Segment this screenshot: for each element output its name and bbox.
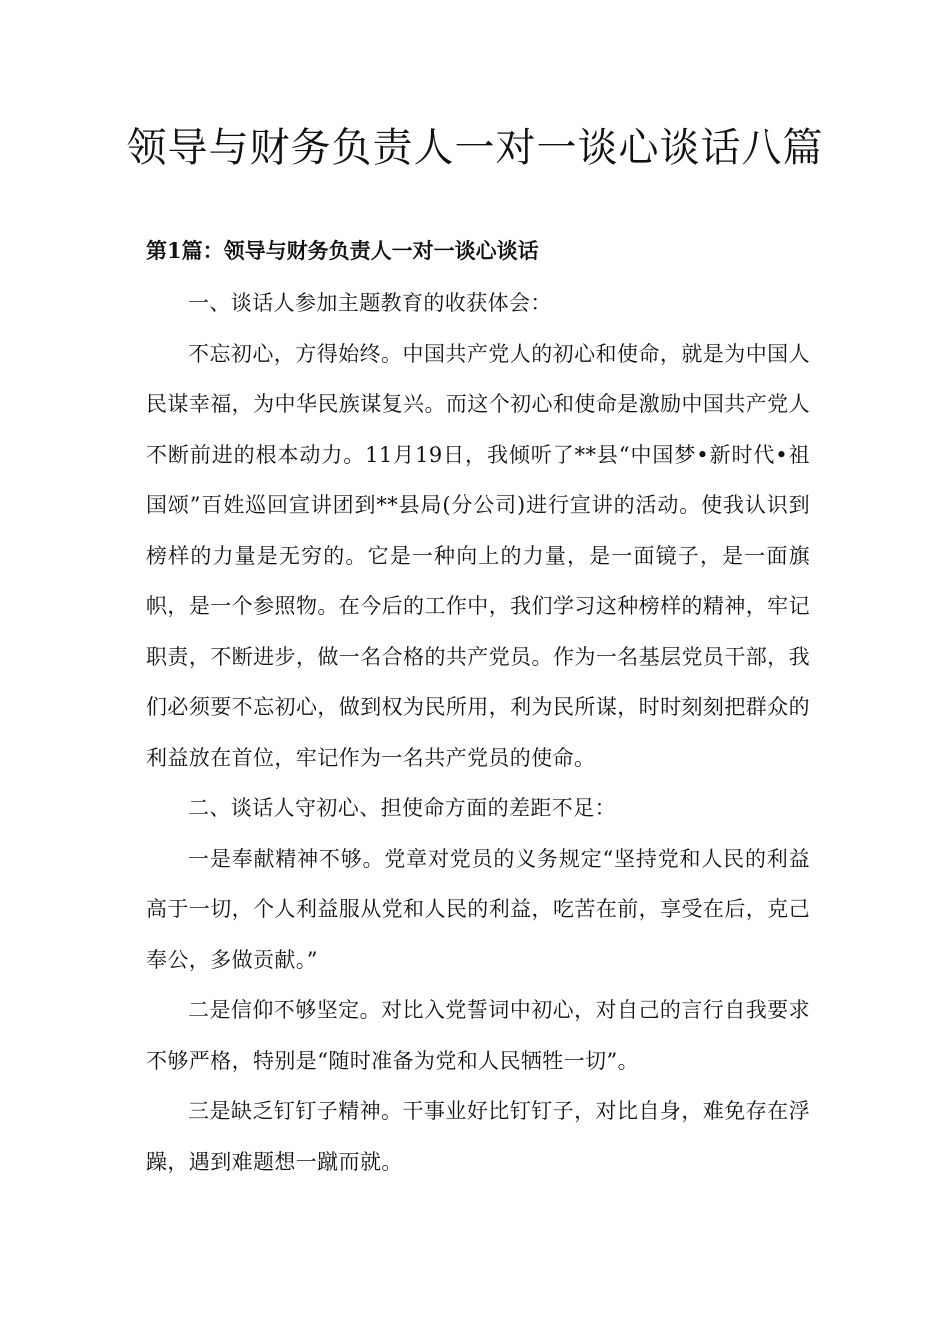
paragraph-belief: 二是信仰不够坚定。对比入党誓词中初心，对自己的言行自我要求不够严格，特别是“随时准备为党和人民牺牲一切”。 (146, 998, 810, 1073)
document-title: 领导与财务负责人一对一谈心谈话八篇 (126, 125, 824, 171)
paragraph-dedication: 一是奉献精神不够。党章对党员的义务规定“坚持党和人民的利益高于一切，个人利益服从党和人民的利益，吃苦在前，享受在后，克己奉公，多做贡献。” (146, 846, 810, 972)
paragraph-original-mission: 不忘初心，方得始终。中国共产党人的初心和使命，就是为中国人民谋幸福，为中华民族谋复兴。而这个初心和使命是激励中国共产党人不断前进的根本动力。11月19日，我倾听了**县“中国梦•新时代•祖国颂”百姓巡回宣讲团到**县局(分公司)进行宣讲的活动。使我认识到榜样的力量是无穷的。它是一种向上的力量，是一面镜子，是一面旗帜，是一个参照物。在今后的工作中，我们学习这种榜样的精神，牢记职责，不断进步，做一名合格的共产党员。作为一名基层党员干部，我们必须要不忘初心，做到权为民所用，利为民所谋，时时刻刻把群众的利益放在首位，牢记作为一名共产党员的使命。 (146, 341, 810, 770)
paragraph-perseverance: 三是缺乏钉钉子精神。干事业好比钉钉子，对比自身，难免存在浮躁，遇到难题想一蹴而就。 (146, 1099, 810, 1174)
document-body (146, 278, 810, 1187)
section-heading: 第1篇：领导与财务负责人一对一谈心谈话 (146, 238, 539, 263)
paragraph-heading-shortcomings: 二、谈话人守初心、担使命方面的差距不足： (188, 796, 616, 820)
paragraph-heading-gains: 一、谈话人参加主题教育的收获体会： (188, 291, 552, 315)
